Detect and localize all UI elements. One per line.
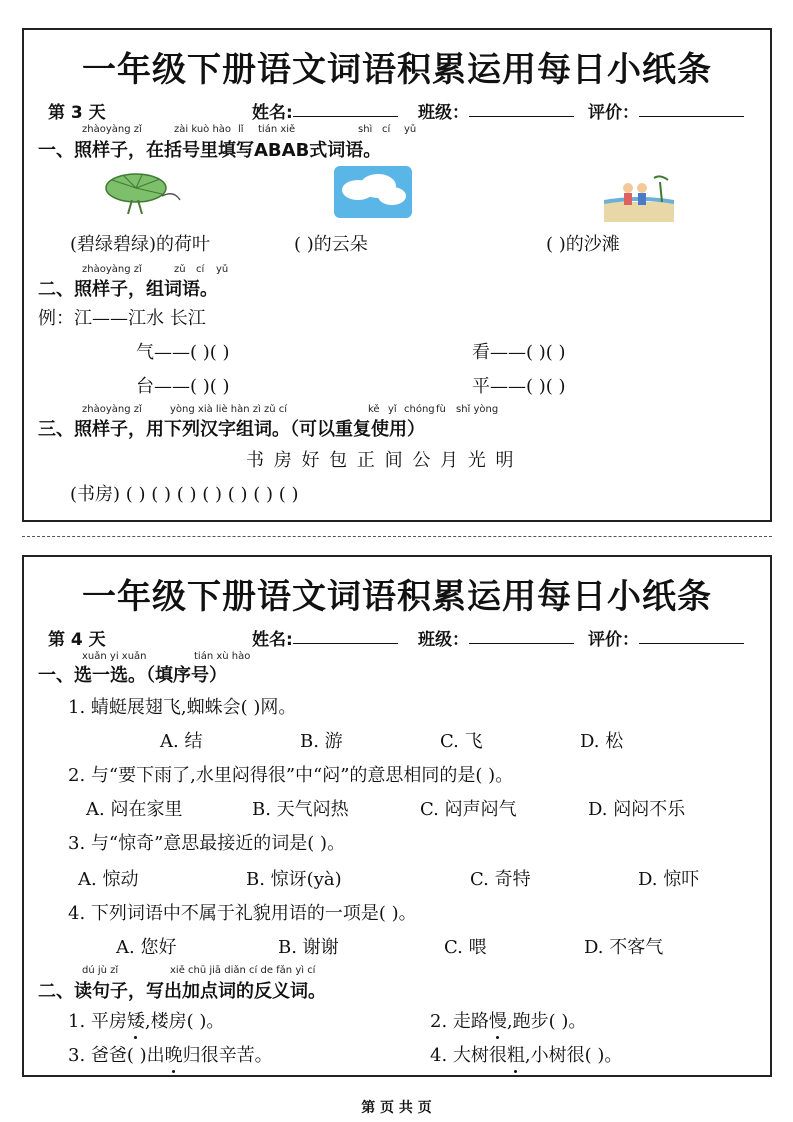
class-label: 班级： (418, 103, 469, 123)
answer-row[interactable]: (书房) ( ) ( ) ( ) ( ) ( ) ( ) ( ) (70, 484, 299, 505)
dotted-word: 慢 (489, 1007, 507, 1033)
question: 1. 蜻蜓展翅飞,蜘蛛会( )网。 (68, 697, 297, 718)
question: 2. 与“要下雨了,水里闷得很”中“闷”的意思相同的是( )。 (68, 765, 514, 786)
class-blank[interactable] (469, 625, 574, 644)
sentence-text: ,楼房( )。 (144, 1011, 225, 1032)
question: 4. 下列词语中不属于礼貌用语的一项是( )。 (68, 903, 417, 924)
pinyin: tián xù hào (194, 651, 251, 662)
option[interactable]: B. 谢谢 (278, 937, 339, 958)
pinyin: kě (368, 404, 380, 415)
option[interactable]: B. 游 (300, 731, 343, 752)
info-row (44, 625, 756, 650)
option[interactable]: D. 不客气 (584, 937, 664, 958)
pinyin: tián xiě (258, 124, 296, 135)
cut-line (22, 536, 772, 537)
pinyin: yǔ (216, 264, 229, 275)
pinyin: dú jù zǐ (82, 965, 119, 976)
option[interactable]: B. 惊讶(yà) (246, 869, 342, 890)
name-field[interactable] (252, 625, 293, 650)
word-row[interactable]: 平——( )( ) (472, 376, 566, 397)
sentence[interactable] (68, 1041, 273, 1067)
option[interactable]: D. 惊吓 (638, 869, 700, 890)
section-title: 二、照样子，组词语。 (38, 279, 218, 300)
eval-field[interactable] (588, 98, 639, 123)
option[interactable]: C. 飞 (440, 731, 483, 752)
sentence-text: 2. 走路 (430, 1011, 489, 1032)
word-row[interactable]: 台——( )( ) (136, 376, 230, 397)
section-title: 三、照样子，用下列汉字组词。（可以重复使用） (38, 419, 425, 440)
eval-label: 评价： (588, 630, 639, 650)
section-title: 二、读句子，写出加点词的反义词。 (38, 981, 326, 1002)
pinyin: cí (196, 264, 205, 275)
character-list: 书 房 好 包 正 间 公 月 光 明 (246, 450, 516, 471)
eval-label: 评价： (588, 103, 639, 123)
sentence-text: 1. 平房 (68, 1011, 127, 1032)
section-title: 一、照样子，在括号里填写ABAB式词语。 (38, 140, 382, 161)
card-title: 一年级下册语文词语积累运用每日小纸条 (82, 50, 712, 90)
page-footer: 第 页 共 页 (361, 1100, 432, 1116)
section-title: 一、选一选。（填序号） (38, 665, 227, 686)
pinyin: yòng xià liè hàn zì zǔ cí (170, 404, 288, 415)
class-field[interactable] (418, 98, 469, 123)
example-line: 例：江——江水 长江 (38, 308, 206, 329)
pinyin: zǔ (174, 264, 186, 275)
fill-item[interactable]: ( )的沙滩 (546, 234, 620, 255)
class-blank[interactable] (469, 98, 574, 117)
word-row[interactable]: 看——( )( ) (472, 342, 566, 363)
pinyin: xuǎn yi xuǎn (82, 651, 147, 662)
sentence-text: ,跑步( )。 (506, 1011, 587, 1032)
option[interactable]: C. 奇特 (470, 869, 531, 890)
word-row[interactable]: 气——( )( ) (136, 342, 230, 363)
pinyin: zài kuò hào (174, 124, 232, 135)
option[interactable]: A. 结 (160, 731, 203, 752)
question: 3. 与“惊奇”意思最接近的词是( )。 (68, 833, 346, 854)
option[interactable]: A. 惊动 (78, 869, 139, 890)
day-label: 第 4 天 (48, 630, 106, 650)
name-label: 姓名: (252, 630, 293, 650)
fill-item[interactable]: ( )的云朵 (294, 234, 368, 255)
dotted-word: 晚 (165, 1041, 183, 1067)
day4-card (22, 555, 772, 1077)
eval-blank[interactable] (639, 98, 744, 117)
option[interactable]: C. 喂 (444, 937, 487, 958)
cloud-icon (334, 166, 412, 222)
lotus-leaf-icon (102, 170, 182, 218)
card-title: 一年级下册语文词语积累运用每日小纸条 (82, 577, 712, 617)
option[interactable]: A. 闷在家里 (86, 799, 183, 820)
sentence-text: 4. 大树很 (430, 1045, 507, 1066)
sentence-text: 3. 爸爸( )出 (68, 1045, 165, 1066)
class-field[interactable] (418, 625, 469, 650)
sentence-text: ,小树很( )。 (524, 1045, 623, 1066)
beach-icon (604, 168, 674, 226)
name-blank[interactable] (293, 625, 398, 644)
pinyin: xiě chū jiā diǎn cí de fǎn yì cí (170, 965, 316, 976)
day-label: 第 3 天 (48, 103, 106, 123)
class-label: 班级： (418, 630, 469, 650)
option[interactable]: C. 闷声闷气 (420, 799, 517, 820)
dotted-word: 矮 (127, 1007, 145, 1033)
eval-field[interactable] (588, 625, 639, 650)
name-blank[interactable] (293, 98, 398, 117)
pinyin: yǐ (388, 404, 397, 415)
dotted-word: 粗 (507, 1041, 525, 1067)
option[interactable]: B. 天气闷热 (252, 799, 349, 820)
pinyin: zhàoyàng zǐ (82, 264, 142, 275)
pinyin: fù (436, 404, 446, 415)
sentence[interactable] (430, 1007, 586, 1033)
pinyin: zhàoyàng zǐ (82, 124, 142, 135)
info-row (44, 98, 756, 123)
name-label: 姓名: (252, 103, 293, 123)
option[interactable]: D. 松 (580, 731, 624, 752)
sentence[interactable] (430, 1041, 622, 1067)
option[interactable]: D. 闷闷不乐 (588, 799, 686, 820)
pinyin: cí (382, 124, 391, 135)
fill-item: (碧绿碧绿)的荷叶 (70, 234, 211, 255)
eval-blank[interactable] (639, 625, 744, 644)
sentence-text: 归很辛苦。 (182, 1045, 273, 1066)
pinyin: zhàoyàng zǐ (82, 404, 142, 415)
pinyin: yǔ (404, 124, 417, 135)
day3-card (22, 28, 772, 522)
pinyin: shì (358, 124, 373, 135)
name-field[interactable] (252, 98, 293, 123)
pinyin: shǐ yòng (456, 404, 499, 415)
pinyin: chóng (404, 404, 435, 415)
option[interactable]: A. 您好 (116, 937, 177, 958)
pinyin: lǐ (238, 124, 244, 135)
sentence[interactable] (68, 1007, 224, 1033)
